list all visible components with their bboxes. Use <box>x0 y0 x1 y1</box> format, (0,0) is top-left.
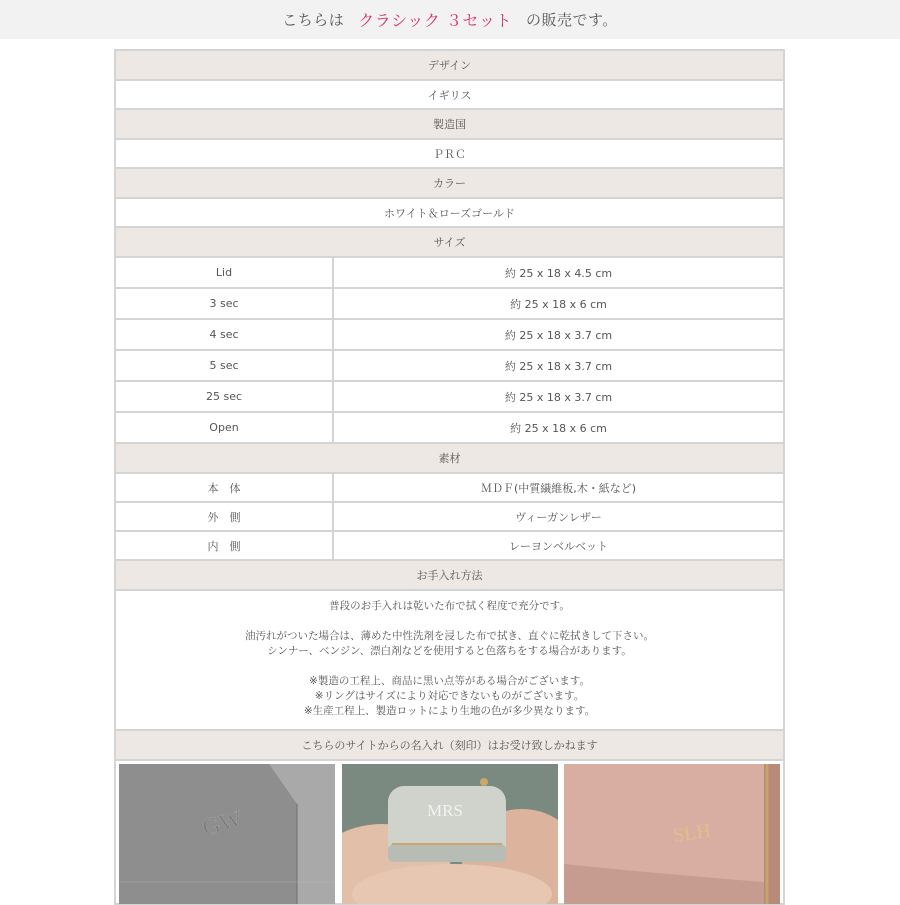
pink-case-photo <box>564 764 780 904</box>
material-value: レーヨンベルベット <box>509 539 608 553</box>
color-value: ホワイト＆ローズゴールド <box>116 197 783 226</box>
hands-case-photo <box>342 764 558 904</box>
material-part: 内 側 <box>116 532 334 559</box>
origin-value: ＰＲＣ <box>116 138 783 167</box>
size-value: 約 25 x 18 x 3.7 cm <box>504 390 613 404</box>
monogram-slh: SLH <box>671 819 713 847</box>
design-value: イギリス <box>116 79 783 108</box>
material-row <box>116 472 783 501</box>
size-row <box>116 349 783 380</box>
size-row <box>116 411 783 442</box>
monogram-mrs: MRS <box>426 801 463 820</box>
size-name: 5 sec <box>116 351 334 380</box>
title-banner <box>0 0 900 39</box>
size-value: 約 25 x 18 x 6 cm <box>510 421 607 435</box>
size-value: 約 25 x 18 x 3.7 cm <box>504 328 613 342</box>
design-header: デザイン <box>116 49 783 79</box>
care-note: ※製造の工程上、商品に黒い点等がある場合がございます。 <box>309 675 590 687</box>
material-row <box>116 501 783 530</box>
material-header: 素材 <box>116 442 783 472</box>
care-note: ※リングはサイズにより対応できないものがございます。 <box>314 690 585 702</box>
size-value: 約 25 x 18 x 6 cm <box>510 297 607 311</box>
origin-header: 製造国 <box>116 108 783 138</box>
care-line: 普段のお手入れは乾いた布で拭く程度で充分です。 <box>329 600 570 612</box>
material-value: ＭＤＦ(中質繊維板,木・紙など) <box>480 481 637 495</box>
care-line: 油汚れがついた場合は、薄めた中性洗剤を浸した布で拭き、直ぐに乾拭きして下さい。 <box>244 630 655 642</box>
color-header: カラー <box>116 167 783 197</box>
size-row <box>116 380 783 411</box>
size-row <box>116 287 783 318</box>
monogram-gw: GW <box>199 806 246 842</box>
care-header: お手入れ方法 <box>116 559 783 589</box>
care-line: シンナー、ベンジン、漂白剤などを使用すると色落ちをする場合があります。 <box>267 645 632 657</box>
care-instructions <box>116 589 783 729</box>
banner-suffix: の販売です。 <box>525 11 618 29</box>
material-value: ヴィーガンレザー <box>515 510 602 524</box>
size-name: 25 sec <box>116 382 334 411</box>
material-part: 本 体 <box>116 474 334 501</box>
photo-strip <box>116 759 783 905</box>
spec-table <box>114 49 785 905</box>
size-name: Lid <box>116 258 334 287</box>
banner-prefix: こちらは <box>282 11 345 29</box>
size-name: Open <box>116 413 334 442</box>
care-note: ※生産工程上、製造ロットにより生地の色が多少異なります。 <box>303 705 596 717</box>
banner-product-name: クラシック ３セット <box>358 11 512 30</box>
size-row <box>116 318 783 349</box>
size-name: 4 sec <box>116 320 334 349</box>
size-row <box>116 256 783 287</box>
material-row <box>116 530 783 559</box>
material-part: 外 側 <box>116 503 334 530</box>
grey-box-photo <box>119 764 335 904</box>
size-value: 約 25 x 18 x 4.5 cm <box>504 266 613 280</box>
size-name: 3 sec <box>116 289 334 318</box>
engraving-note: こちらのサイトからの名入れ（刻印）はお受け致しかねます <box>116 729 783 759</box>
size-value: 約 25 x 18 x 3.7 cm <box>504 359 613 373</box>
size-header: サイズ <box>116 226 783 256</box>
